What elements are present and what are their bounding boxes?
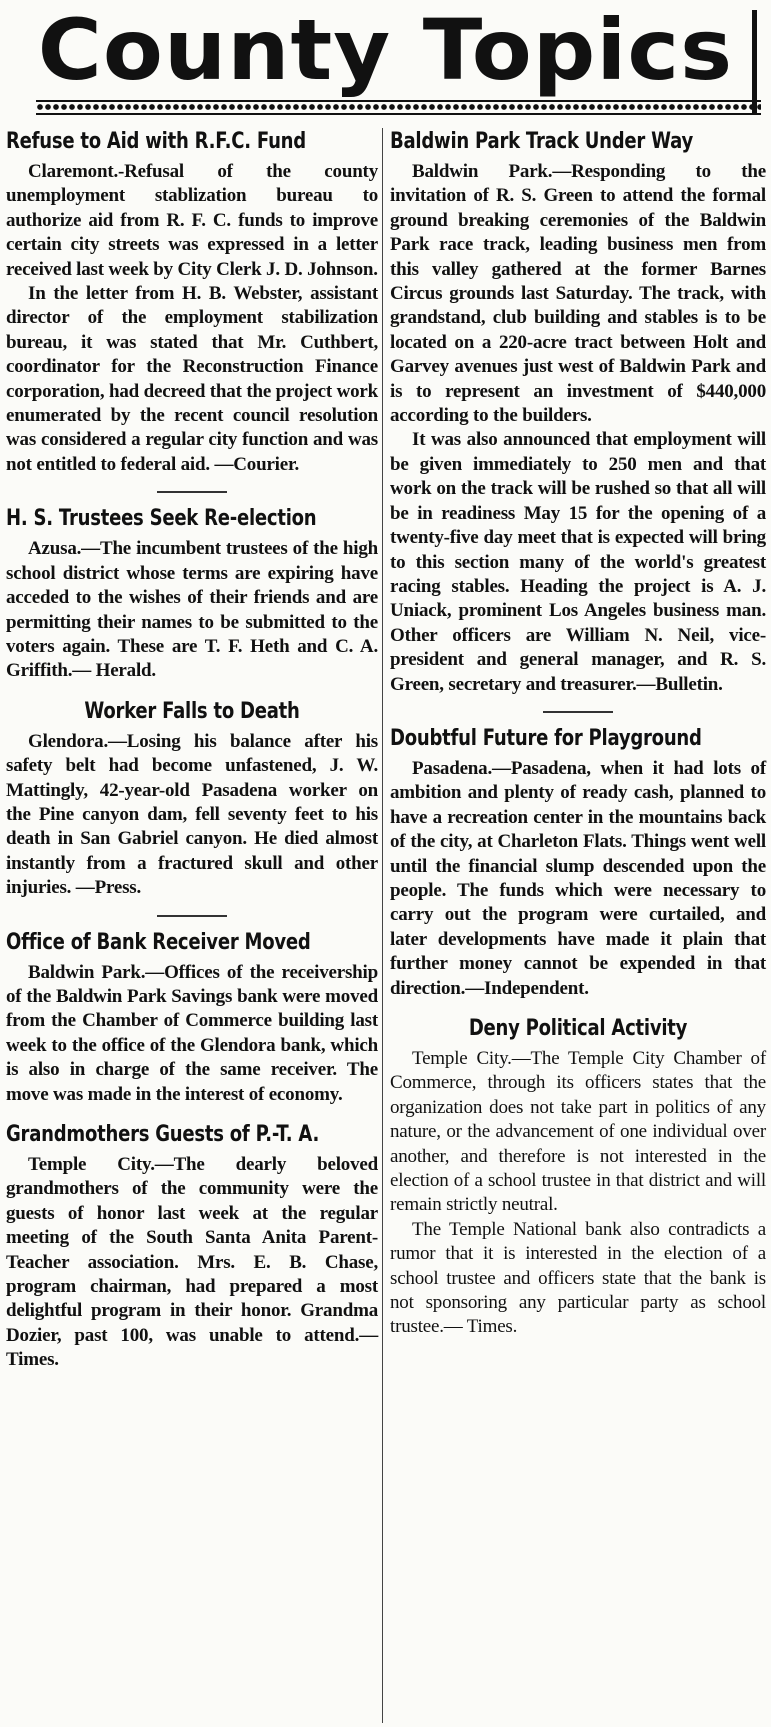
article-paragraph: Temple City.—The dearly beloved grandmothers of the community were the guests of honor last week at the regular meeting of the South Santa Anita Parent-Teacher association. Mrs. E. B. Chase, program chairman, had prepared a most delightful program in their honor. Grandma Dozier, past 100, was unable to attend.—Times.	[6, 1154, 378, 1371]
page-title: County Topics	[37, 1, 734, 99]
article-paragraph: Baldwin Park.—Responding to the invitation of R. S. Green to attend the formal ground breaking ceremonies of the Baldwin Park race track, leading business men from this valley gathered at the former Barnes Circus grounds last Saturday. The track, with grandstand, club building and stables is to be located on a 220-acre tract between Holt and Garvey avenues just west of Baldwin Park and is to represent an investment of $440,000 according to the builders.	[390, 161, 766, 427]
headline: Baldwin Park Track Under Way	[390, 129, 694, 154]
article-track	[390, 128, 766, 697]
article-paragraph: Temple City.—The Temple City Chamber of Commerce, through its officers states that the organization does not take part in politics of any nature, or the advancement of one individual over another, and therefore is not interested in the election of a school trustee in that district and will remain strictly neutral.	[390, 1048, 766, 1216]
headline: Refuse to Aid with R.F.C. Fund	[6, 129, 306, 154]
headline: H. S. Trustees Seek Re-election	[6, 506, 317, 532]
article-grandmothers	[6, 1121, 378, 1373]
article-paragraph: Azusa.—The incumbent trustees of the high school district whose terms are expiring have acceded to the wishes of their friends and are permitting their names to be submitted to the voters again. These are T. F. Heth and C. A. Griffith.— Herald.	[6, 538, 378, 682]
article-worker-falls	[6, 698, 378, 901]
headline: Deny Political Activity	[468, 1016, 688, 1041]
article-political	[390, 1015, 766, 1340]
masthead-dotted-rule	[36, 101, 761, 113]
article-paragraph: In the letter from H. B. Webster, assistant director of the employment stabilization bureau, it was stated that Mr. Cuthbert, coordinator for the Reconstruction Finance corporation, had decreed that the project work enumerated by the recent council resolution was considered a regular city function and was not entitled to federal aid. —Courier.	[6, 283, 378, 475]
article-paragraph: Pasadena.—Pasadena, when it had lots of ambition and plenty of ready cash, planned to have a recreation center in the mountains back of the city, at Charleton Flats. Things went well until the financial slump descended upon the people. The funds which were necessary to carry out the program were curtailed, and later developments have made it plain that further money cannot be expended in that direction.—Independent.	[390, 757, 766, 999]
article-refuse-aid	[6, 128, 378, 477]
right-column	[390, 128, 766, 1354]
divider	[157, 491, 227, 493]
article-paragraph: The Temple National bank also contradicts a rumor that it is interested in the election of a school trustee and officers state that the bank is not sponsoring any particular party as school trustee.— Times.	[390, 1218, 766, 1338]
divider	[157, 915, 227, 917]
masthead-corner-bar	[752, 10, 757, 114]
divider	[543, 711, 613, 713]
headline: Doubtful Future for Playground	[390, 725, 702, 751]
left-column	[6, 128, 378, 1387]
article-bank-receiver	[6, 929, 378, 1107]
column-divider	[382, 128, 383, 1723]
article-paragraph: It was also announced that employment will be given immediately to 250 men and that work on the track will be rushed so that all will be in readiness May 15 for the opening of a twenty-five day meet that is expected will bring to this section many of the world's greatest racing stables. Heading the project is A. J. Uniack, prominent Los Angeles business man. Other officers are William N. Neil, vice-president and general manager, and R. S. Green, secretary and treasurer.—Bulletin.	[390, 429, 766, 695]
article-paragraph: Claremont.-Refusal of the county unemployment stablization bureau to authorize aid from R. F. C. funds to improve certain city streets was expressed in a letter received last week by City Clerk J. D. Johnson.	[6, 161, 378, 280]
headline: Office of Bank Receiver Moved	[6, 929, 311, 955]
article-paragraph: Baldwin Park.—Offices of the receivership of the Baldwin Park Savings bank were moved from the Chamber of Commerce building last week to the office of the Glendora bank, which is also in charge of the same receiver. The move was made in the interest of economy.	[6, 961, 378, 1105]
article-paragraph: Glendora.—Losing his balance after his safety belt had become unfastened, J. W. Mattingly, 42-year-old Pasadena worker on the Pine canyon dam, fell seventy feet to his death in San Gabriel canyon. He died almost instantly from a fractured skull and other injuries. —Press.	[6, 730, 378, 899]
masthead	[0, 0, 771, 118]
masthead-rule-bottom	[36, 113, 761, 115]
article-trustees	[6, 505, 378, 683]
headline: Worker Falls to Death	[84, 698, 300, 724]
article-playground	[390, 725, 766, 1001]
headline: Grandmothers Guests of P.-T. A.	[6, 1122, 320, 1147]
